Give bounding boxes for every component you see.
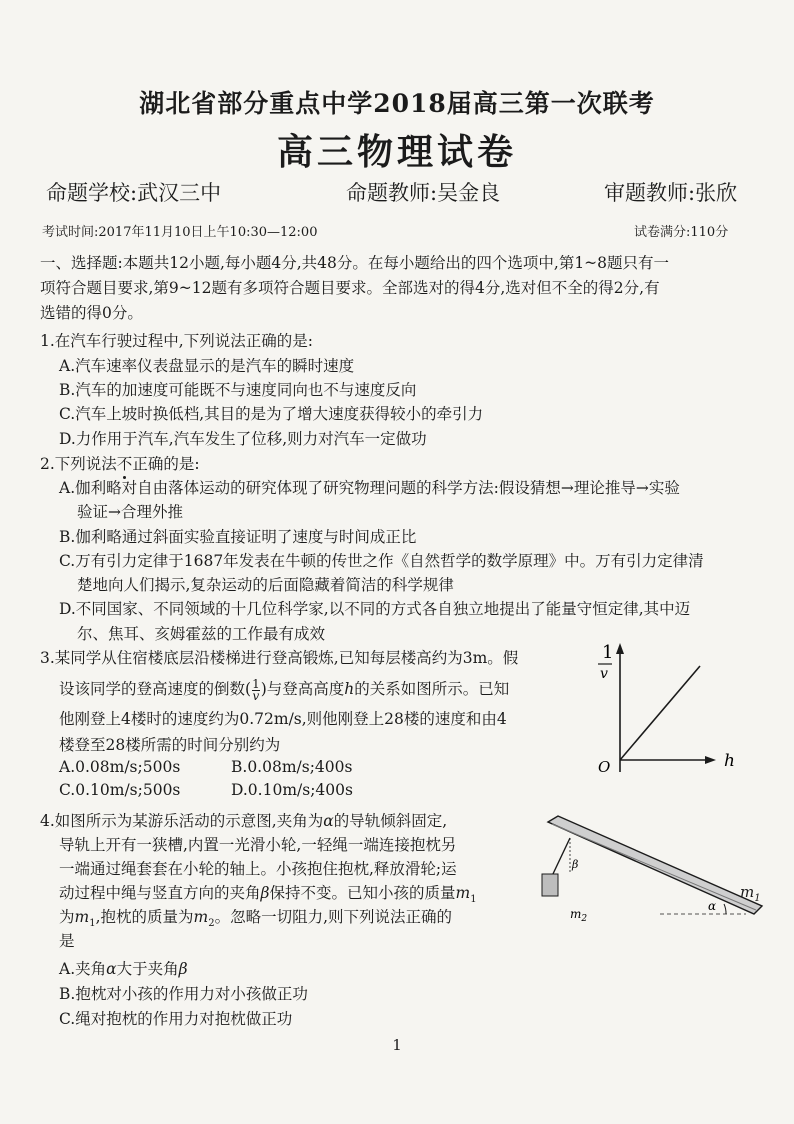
q4-option-b: B.抱枕对小孩的作用力对小孩做正功 [59,985,308,1003]
y-label-num: 1 [602,642,614,663]
q3-line1: 3.某同学从住宿楼底层沿楼梯进行登高锻炼,已知每层楼高约为3m。假 [40,649,519,667]
beta-label: β [572,858,579,871]
section-intro-line2: 项符合题目要求,第9~12题有多项符合题目要求。全部选对的得4分,选对但不全的得2分,有 [40,279,660,297]
q2-option-a-cont: 验证→合理外推 [77,503,183,521]
alpha-label: α [708,899,717,913]
q2-option-d: D.不同国家、不同领域的十几位科学家,以不同的方式各自独立地提出了能量守恒定律,其中迈 [59,600,691,618]
section-intro-line1: 一、选择题:本题共12小题,每小题4分,共48分。在每小题给出的四个选项中,第1~8题只有一 [40,254,670,272]
graph-line [620,666,700,760]
setter-teacher: 命题教师:吴金良 [346,181,501,205]
m2-label: $m_2$ [570,907,588,924]
reciprocal-v-fraction: $\frac{1}{v}$ [252,676,260,703]
q3-option-a: A.0.08m/s;500s [59,758,181,776]
origin-label: O [598,758,611,776]
reviewer-teacher: 审题教师:张欣 [604,181,738,205]
rail-slot [552,824,756,910]
q3-line4: 楼登至28楼所需的时间分别约为 [59,736,281,754]
q4-option-a: A.夹角α大于夹角β [59,960,188,978]
y-label-den: v [600,666,608,682]
q1-option-b: B.汽车的加速度可能既不与速度同向也不与速度反向 [59,381,417,399]
q4-line2: 导轨上开有一狭槽,内置一光滑小轮,一轻绳一端连接抱枕另 [59,836,457,854]
section-intro-line3: 选错的得0分。 [40,304,143,322]
q4-rail-figure [530,810,770,930]
q3-line2: 设该同学的登高速度的倒数( $\frac{1}{v}$ )与登高高度h的关系如图所示。已知 [59,676,510,703]
child-with-pillow [542,874,558,896]
exam-time: 考试时间:2017年11月10日上午10:30—12:00 [42,225,318,240]
q4-line4: 动过程中绳与竖直方向的夹角β保持不变。已知小孩的质量$m_1$ [59,884,477,906]
subject-title: 高三物理试卷 [276,131,517,173]
rope [552,838,570,876]
m1-label: $m_1$ [740,883,761,904]
x-label: h [724,751,735,771]
q2-option-c-cont: 楚地向人们揭示,复杂运动的后面隐藏着简洁的科学规律 [77,576,454,594]
q1-option-d: D.力作用于汽车,汽车发生了位移,则力对汽车一定做功 [59,430,427,448]
alpha-arc [724,904,726,914]
emphasis-dot: 不 [117,452,133,474]
x-axis-arrow [705,756,716,764]
q2-stem: 2.下列说法不 正确的是: [40,452,200,474]
q4-line1: 4.如图所示为某游乐活动的示意图,夹角为α的导轨倾斜固定, [40,812,448,830]
q3-option-b: B.0.08m/s;400s [231,758,353,776]
q1-option-c: C.汽车上坡时换低档,其目的是为了增大速度获得较小的牵引力 [59,405,484,423]
q3-option-d: D.0.10m/s;400s [231,781,353,799]
q2-option-a: A.伽利略对自由落体运动的研究体现了研究物理问题的科学方法:假设猜想→理论推导→实验 [59,479,680,497]
q3-line3: 他刚登上4楼时的速度约为0.72m/s,则他刚登上28楼的速度和由4 [59,710,507,728]
exam-title: 湖北省部分重点中学2018届高三第一次联考 [139,89,655,118]
q2-option-c: C.万有引力定律于1687年发表在牛顿的传世之作《自然哲学的数学原理》中。万有引力定律清 [59,552,704,570]
q3-graph [584,640,768,780]
q4-option-c: C.绳对抱枕的作用力对抱枕做正功 [59,1010,293,1028]
q1-stem: 1.在汽车行驶过程中,下列说法正确的是: [40,332,313,350]
q4-line5: 为$m_1$,抱枕的质量为$m_2$。忽略一切阻力,则下列说法正确的 [59,908,453,930]
y-axis-arrow [616,643,624,654]
q2-option-b: B.伽利略通过斜面实验直接证明了速度与时间成正比 [59,528,417,546]
full-score: 试卷满分:110分 [634,225,729,240]
q4-line3: 一端通过绳套套在小轮的轴上。小孩抱住抱枕,释放滑轮;运 [59,860,457,878]
q2-option-d-cont: 尔、焦耳、亥姆霍兹的工作最有成效 [77,625,326,643]
q4-line6: 是 [59,932,75,950]
page-number: 1 [392,1036,402,1054]
setter-school: 命题学校:武汉三中 [46,181,222,205]
q1-option-a: A.汽车速率仪表盘显示的是汽车的瞬时速度 [59,357,355,375]
q3-option-c: C.0.10m/s;500s [59,781,181,799]
